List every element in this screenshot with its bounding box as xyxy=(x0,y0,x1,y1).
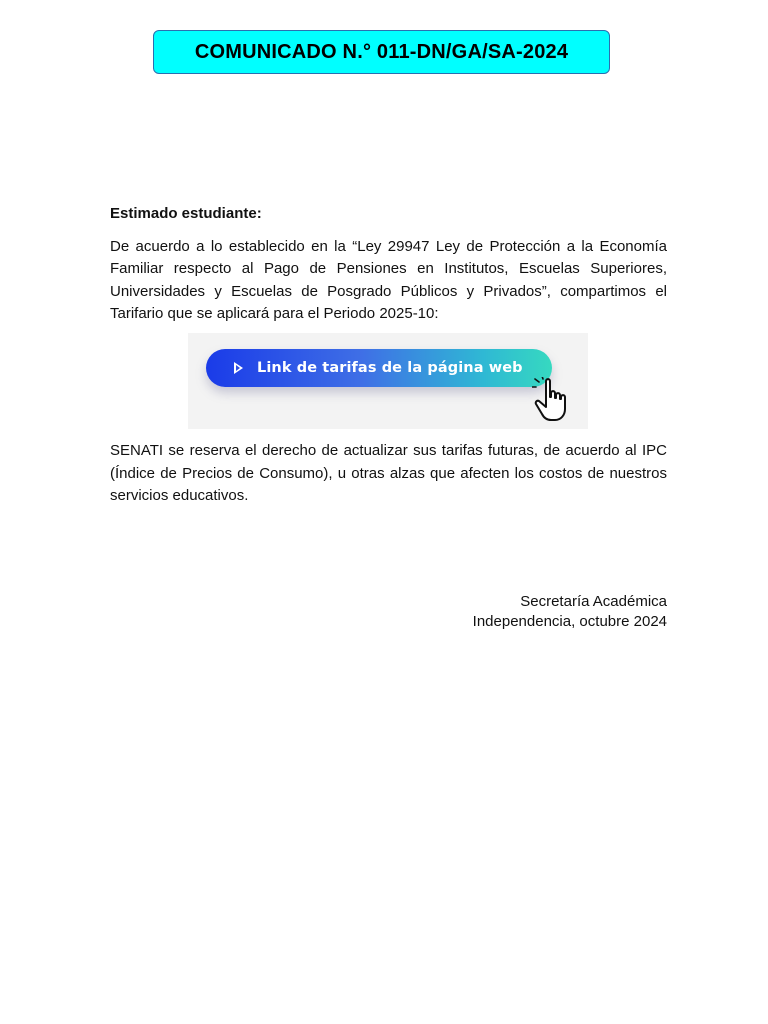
play-icon xyxy=(234,362,243,374)
pointing-hand-icon xyxy=(532,377,580,423)
document-title: COMUNICADO N.° 011-DN/GA/SA-2024 xyxy=(194,40,569,63)
letter-body xyxy=(110,203,667,326)
signature-department: Secretaría Académica xyxy=(520,593,667,610)
signature-block xyxy=(473,592,667,632)
tariff-link-button[interactable] xyxy=(206,349,552,387)
paragraph-disclaimer: SENATI se reserva el derecho de actualizar sus tarifas futuras, de acuerdo al IPC (Índice de Precios de Consumo), u otras alzas que afecten los costos de nuestros servicios educativos. xyxy=(110,442,667,504)
tariff-link-banner[interactable] xyxy=(188,333,588,429)
tariff-link-label: Link de tarifas de la página web xyxy=(257,360,523,376)
title-box xyxy=(153,30,610,74)
signature-place-date: Independencia, octubre 2024 xyxy=(472,613,667,630)
paragraph-intro: De acuerdo a lo establecido en la “Ley 29947 Ley de Protección a la Economía Familiar respecto al Pago de Pensiones en Institutos, Escuelas Superiores, Universidades y Escuelas de Posgrado Públicos y Privados”, compartimos el Tarifario que se aplicará para el Periodo 2025-10: xyxy=(110,237,667,322)
greeting: Estimado estudiante: xyxy=(110,205,262,222)
